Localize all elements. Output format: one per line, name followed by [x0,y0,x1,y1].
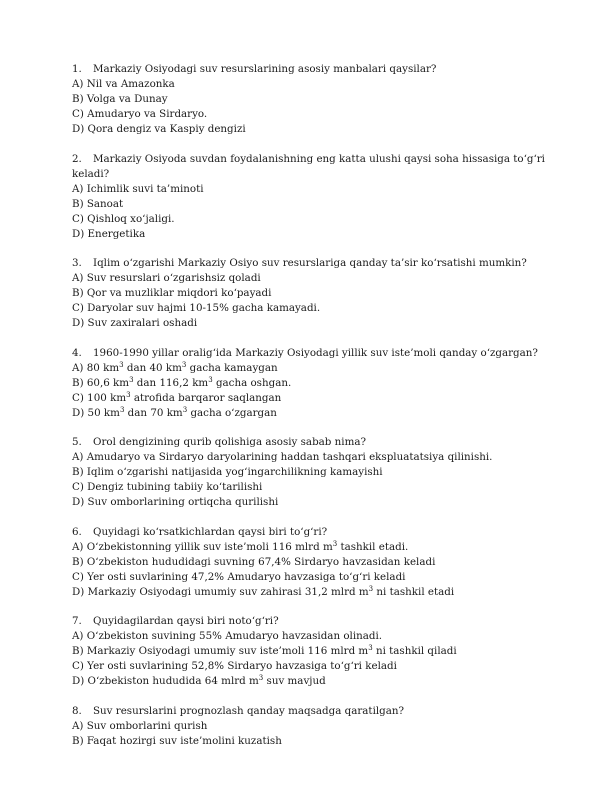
option-text: A) O‘zbekistonning yillik suv iste’moli 116 mlrd m [72,540,333,553]
option-text: B) Qor va muzliklar miqdori ko‘payadi [72,287,272,299]
option-text: ni tashkil etadi [373,585,455,598]
question-number: 7. [72,615,82,627]
option-text: D) 50 km [72,406,120,419]
option-text: C) Amudaryo va Sirdaryo. [72,108,208,120]
option-text: A) Nil va Amazonka [72,78,175,90]
answer-option [72,227,564,242]
superscript-exponent: 3 [258,674,264,682]
question-block [72,152,564,242]
superscript-exponent: 3 [129,375,134,384]
question-text-line [72,62,564,77]
answer-option [72,555,564,570]
answer-option [72,107,564,122]
option-text: A) Suv resurslari o‘zgarishsiz qoladi [72,272,261,284]
answer-option [72,271,564,286]
question-number: 4. [72,346,82,359]
answer-option [72,391,564,406]
answer-option [72,376,564,391]
option-text: B) Faqat hozirgi suv iste’molini kuzatish [72,734,282,747]
option-text: B) O‘zbekiston hududidagi suvning 67,4% Sirdaryo havzasidan keladi [72,555,436,568]
question-number: 2. [72,152,82,165]
answer-option [72,734,564,749]
answer-option [72,629,564,644]
option-text: gacha kamaygan [186,361,278,374]
answer-option [72,495,564,510]
option-text: D) O‘zbekiston hududida 64 mlrd m [72,675,259,687]
answer-option [72,122,564,137]
answer-option [72,585,564,600]
option-text: gacha o‘zgargan [187,406,277,419]
answer-option [72,644,564,659]
answer-option [72,480,564,495]
answer-option [72,92,564,107]
superscript-exponent: 3 [119,405,125,414]
question-block [72,256,564,331]
question-text-line [72,152,564,182]
superscript-exponent: 3 [126,390,131,399]
question-text-line [72,346,564,361]
question-number: 1. [72,63,82,75]
option-text: dan 116,2 km [133,376,209,389]
answer-option [72,540,564,555]
question-block [72,435,564,510]
answer-option [72,659,564,674]
question-text-line [72,614,564,629]
answer-option [72,286,564,301]
question-block [72,614,564,689]
option-text: C) Qishloq xo‘jaligi. [72,212,175,225]
question-block [72,62,564,137]
superscript-exponent: 3 [119,360,124,369]
answer-option [72,450,564,465]
answer-option [72,197,564,212]
question-block [72,346,564,421]
option-text: atrofida barqaror saqlangan [130,391,282,404]
option-text: D) Energetika [72,227,146,240]
question-text: Suv resurslarini prognozlash qanday maqsadga qaratilgan? [93,704,405,717]
option-text: A) 80 km [72,361,120,374]
option-text: A) O‘zbekiston suvining 55% Amudaryo havzasidan olinadi. [72,630,383,642]
superscript-exponent: 3 [182,405,188,414]
answer-option [72,465,564,480]
option-text: dan 70 km [124,406,183,419]
option-text: C) Dengiz tubining tabiiy ko‘tarilishi [72,481,263,493]
question-text-line [72,435,564,450]
option-text: dan 40 km [123,361,182,374]
answer-option [72,406,564,421]
superscript-exponent: 3 [332,539,338,548]
option-text: B) 60,6 km [72,376,130,389]
superscript-exponent: 3 [208,375,213,384]
answer-option [72,301,564,316]
option-text: B) Markaziy Osiyodagi umumiy suv iste’moli 116 mlrd m [72,645,369,657]
question-text: Orol dengizining qurib qolishiga asosiy sabab nima? [93,436,367,448]
option-text: D) Suv zaxiralari oshadi [72,317,198,329]
question-text: Markaziy Osiyodagi suv resurslarining asosiy manbalari qaysilar? [93,63,437,75]
question-text-line [72,525,564,540]
answer-option [72,77,564,92]
option-text: A) Suv omborlarini qurish [72,719,208,732]
question-number: 8. [72,704,82,717]
option-text: A) Amudaryo va Sirdaryo daryolarining haddan tashqari ekspluatatsiya qilinishi. [72,451,493,463]
option-text: A) Ichimlik suvi ta’minoti [72,182,204,195]
question-number: 3. [72,257,82,269]
question-number: 6. [72,525,82,538]
option-text: suv mavjud [263,675,326,687]
option-text: D) Markaziy Osiyodagi umumiy suv zahirasi 31,2 mlrd m [72,585,369,598]
question-text-line [72,256,564,271]
option-text: C) Yer osti suvlarining 47,2% Amudaryo havzasiga to‘g‘ri keladi [72,570,406,583]
answer-option [72,361,564,376]
option-text: C) Yer osti suvlarining 52,8% Sirdaryo havzasiga to‘g‘ri keladi [72,660,397,672]
answer-option [72,674,564,689]
answer-option [72,182,564,197]
question-text: Quyidagi ko‘rsatkichlardan qaysi biri to‘g‘ri? [93,525,328,538]
question-block [72,704,564,749]
option-text: C) Daryolar suv hajmi 10-15% gacha kamayadi. [72,302,321,314]
question-block [72,525,564,600]
option-text: D) Suv omborlarining ortiqcha qurilishi [72,496,279,508]
option-text: tashkil etadi. [337,540,409,553]
superscript-exponent: 3 [181,360,187,369]
question-number: 5. [72,436,82,448]
option-text: ni tashkil qiladi [372,645,457,657]
question-text: 1960-1990 yillar oralig‘ida Markaziy Osiyodagi yillik suv iste’moli qanday o‘zgargan? [93,346,538,359]
question-text: Markaziy Osiyoda suvdan foydalanishning eng katta ulushi qaysi soha hissasiga to‘g‘ri keladi? [72,152,545,180]
option-text: D) Qora dengiz va Kaspiy dengizi [72,123,246,135]
superscript-exponent: 3 [368,644,373,652]
option-text: B) Sanoat [72,197,124,210]
superscript-exponent: 3 [368,584,374,593]
question-text-line [72,704,564,719]
option-text: B) Volga va Dunay [72,93,168,105]
option-text: B) Iqlim o‘zgarishi natijasida yog‘ingarchilikning kamayishi [72,466,383,478]
question-text: Iqlim o‘zgarishi Markaziy Osiyo suv resurslariga qanday ta’sir ko‘rsatishi mumkin? [93,257,527,269]
option-text: gacha oshgan. [212,376,292,389]
answer-option [72,212,564,227]
question-text: Quyidagilardan qaysi biri noto‘g‘ri? [93,615,279,627]
answer-option [72,570,564,585]
answer-option [72,316,564,331]
answer-option [72,719,564,734]
option-text: C) 100 km [72,391,127,404]
